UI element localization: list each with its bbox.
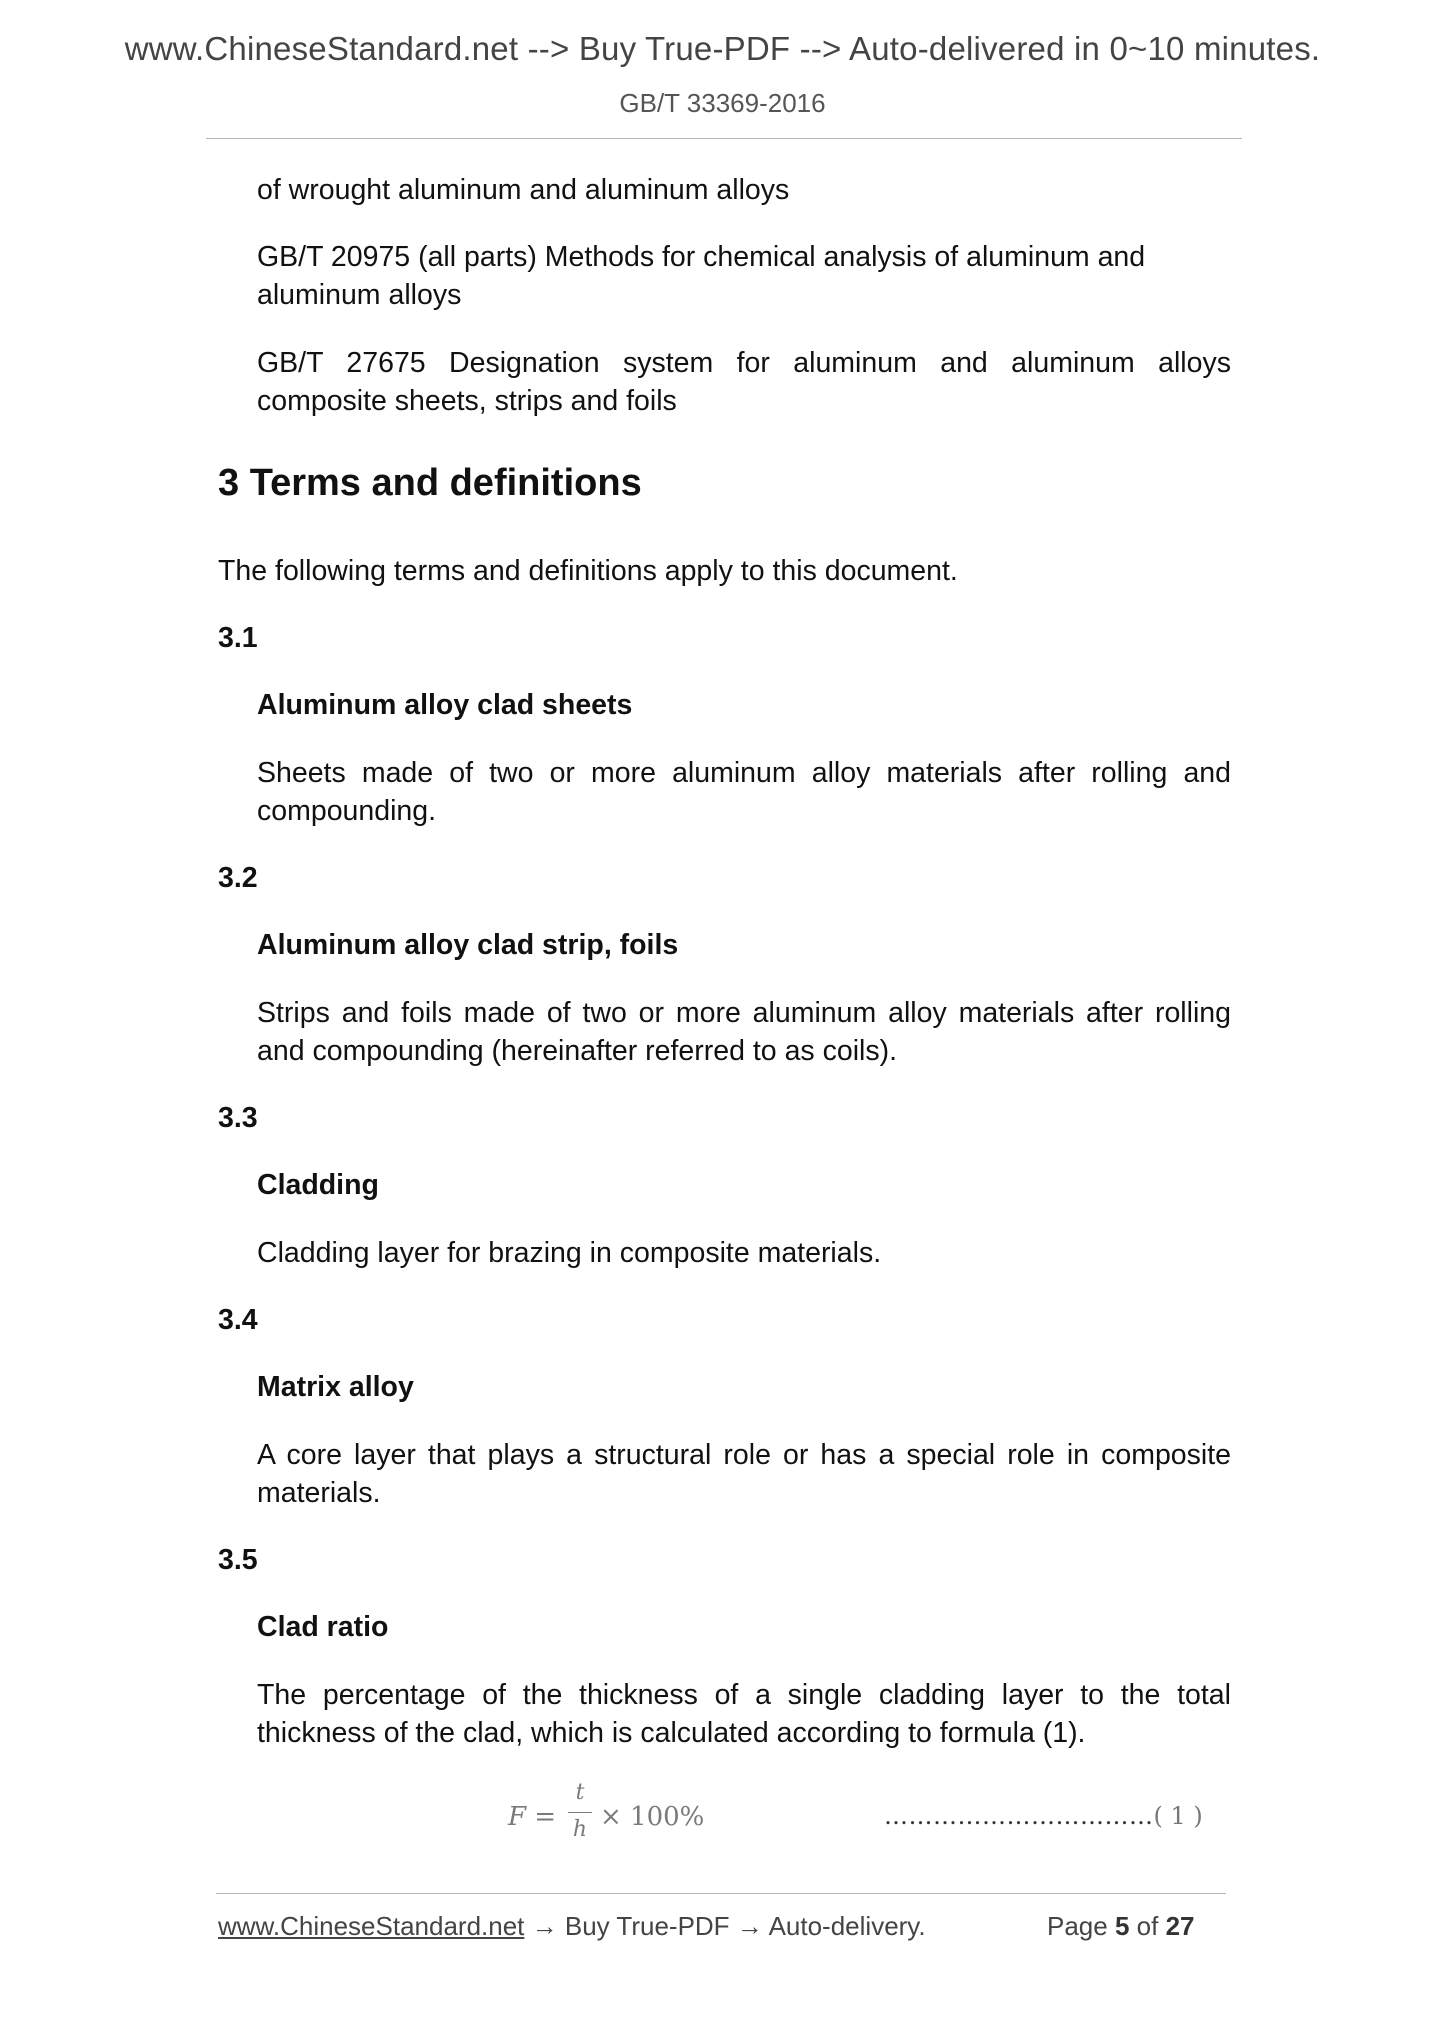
term-definition: The percentage of the thickness of a single cladding layer to the total	[257, 1679, 1231, 1711]
section-heading: 3 Terms and definitions	[218, 462, 642, 504]
section-intro: The following terms and definitions apply to this document.	[218, 555, 958, 587]
term-number: 3.3	[218, 1102, 258, 1134]
formula-fraction	[568, 1778, 592, 1845]
formula-leader-dots: ……………………………	[884, 1802, 1154, 1830]
term-number: 3.5	[218, 1544, 258, 1576]
term-definition-cont: materials.	[257, 1477, 381, 1509]
reference-gbt-27675-cont: composite sheets, strips and foils	[257, 385, 677, 417]
term-definition-cont: compounding.	[257, 795, 437, 827]
term-definition: Cladding layer for brazing in composite materials.	[257, 1237, 882, 1269]
term-number: 3.2	[218, 862, 258, 894]
formula-lhs: F =	[508, 1802, 557, 1832]
formula-denominator: h	[572, 1817, 588, 1842]
reference-gbt-27675: GB/T 27675 Designation system for aluminum and aluminum alloys	[257, 347, 1231, 379]
reference-gbt-20975-cont: aluminum alloys	[257, 279, 462, 311]
document-code: GB/T 33369-2016	[619, 88, 826, 118]
term-title: Cladding	[257, 1169, 379, 1201]
term-number: 3.1	[218, 622, 258, 654]
term-definition-cont: and compounding (hereinafter referred to as coils).	[257, 1035, 898, 1067]
of-label: of	[1136, 1911, 1159, 1941]
current-page: 5	[1114, 1911, 1130, 1941]
formula-number: ( 1 )	[1153, 1802, 1203, 1830]
term-number: 3.4	[218, 1304, 258, 1336]
term-definition: A core layer that plays a structural role or has a special role in composite	[257, 1439, 1231, 1471]
term-title: Aluminum alloy clad sheets	[257, 689, 633, 721]
page-indicator	[1047, 1911, 1195, 1942]
term-definition: Strips and foils made of two or more aluminum alloy materials after rolling	[257, 997, 1231, 1029]
footer-tagline: → Buy True-PDF → Auto-delivery.	[524, 1911, 926, 1941]
reference-gbt-20975: GB/T 20975 (all parts) Methods for chemical analysis of aluminum and	[257, 241, 1146, 273]
term-definition-cont: thickness of the clad, which is calculated according to formula (1).	[257, 1717, 1086, 1749]
total-pages: 27	[1165, 1911, 1195, 1941]
fraction-bar	[568, 1812, 592, 1813]
term-title: Matrix alloy	[257, 1371, 414, 1403]
footer-promo	[218, 1911, 926, 1942]
term-title: Clad ratio	[257, 1611, 389, 1643]
formula-numerator: t	[575, 1780, 585, 1805]
site-banner: www.ChineseStandard.net --> Buy True-PDF --> Auto-delivered in 0~10 minutes.	[124, 30, 1321, 67]
term-title: Aluminum alloy clad strip, foils	[257, 929, 679, 961]
footer-divider	[216, 1893, 1226, 1894]
formula-rhs: × 100%	[600, 1802, 705, 1832]
reference-continuation: of wrought aluminum and aluminum alloys	[257, 174, 790, 206]
term-definition: Sheets made of two or more aluminum alloy materials after rolling and	[257, 757, 1231, 789]
footer-site-link[interactable]: www.ChineseStandard.net	[218, 1911, 525, 1941]
page-label: Page	[1047, 1911, 1108, 1941]
formula-number-label	[884, 1802, 1203, 1830]
header-divider	[206, 138, 1242, 139]
